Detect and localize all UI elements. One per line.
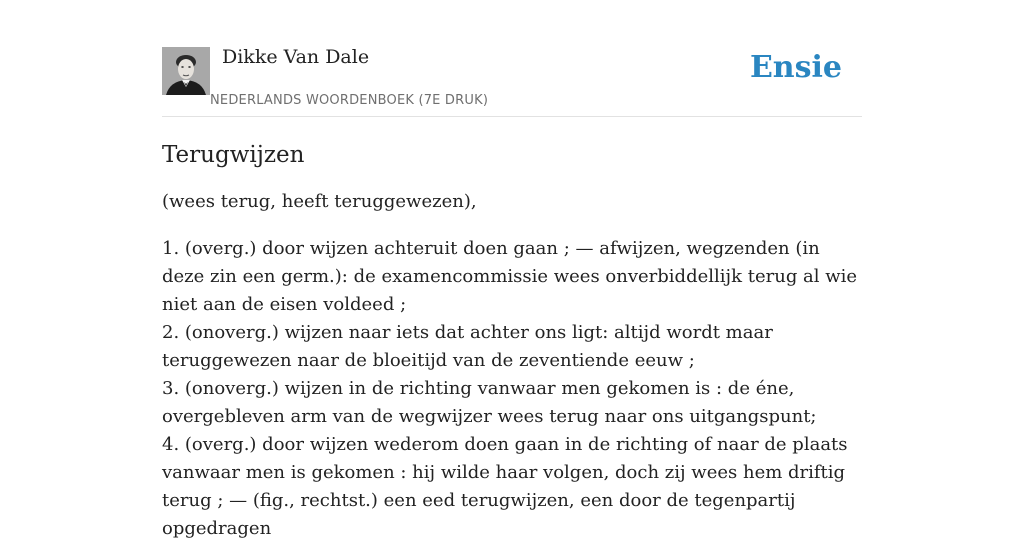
definition-item: 4. (overg.) door wijzen wederom doen gaan in de richting of naar de plaats vanwaar men is gekomen : hij wilde haar volgen, doch zij wees hem driftig terug ; — (fig., rechtst.) een eed terugwijzen, een door de tegenpartij opgedragen (162, 434, 848, 539)
definition-item: 3. (onoverg.) wijzen in de richting vanwaar men gekomen is : de éne, overgebleven arm van de wegwijzer wees terug naar ons uitgangspunt; (162, 378, 817, 427)
definition-item: 1. (overg.) door wijzen achteruit doen gaan ; — afwijzen, wegzenden (in deze zin een germ.): de examencommissie wees onverbiddellijk terug al wie niet aan de eisen voldeed ; (162, 238, 858, 315)
definition-list (162, 235, 862, 543)
entry-grammar: (wees terug, heeft teruggewezen), (162, 191, 477, 212)
entry-content (162, 138, 862, 543)
author-name[interactable]: Dikke Van Dale (222, 46, 370, 68)
entry-title: Terugwijzen (162, 142, 305, 168)
definition-item: 2. (onoverg.) wijzen naar iets dat achter ons ligt: altijd wordt maar teruggewezen naar de bloeitijd van de zeventiende eeuw ; (162, 322, 773, 371)
entry-header (162, 40, 862, 117)
author-avatar[interactable] (162, 47, 210, 95)
source-subtitle[interactable]: NEDERLANDS WOORDENBOEK (7E DRUK) (210, 93, 489, 108)
portrait-icon (162, 47, 210, 95)
brand-logo-link[interactable]: Ensie (749, 50, 842, 85)
